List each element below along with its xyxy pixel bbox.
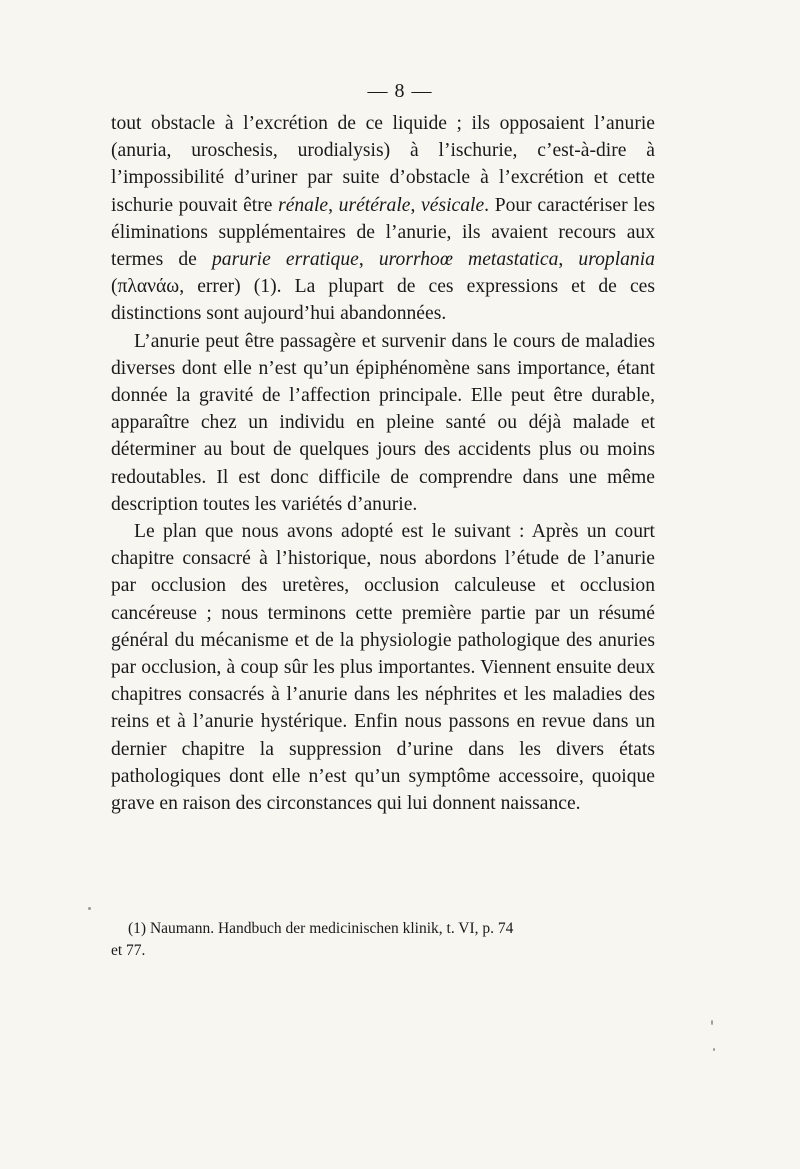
italic-term: urorrhoœ metastatica (378, 249, 559, 271)
paragraph-2 (111, 328, 655, 518)
footnote-continuation: et 77. (111, 942, 146, 959)
body-text (111, 110, 655, 817)
text-run: . Pour caractériser les éliminations supplémentaires de l’anurie, ils avaient recours aux termes de (111, 194, 656, 271)
text-run: , (558, 249, 579, 271)
italic-term: parurie erratique (211, 249, 359, 271)
italic-term: rénale (278, 194, 329, 216)
page-number: — 8 — (367, 80, 433, 102)
scan-speck (88, 907, 91, 910)
text-run: L’anurie peut être passagère et survenir dans le cours de maladies diverses dont elle n’est qu’un épiphénomène sans importance, étant donnée la gravité de l’affection principale. Elle peut être durable, apparaître chez un individu en pleine santé ou déjà malade et déterminer au bout de quelques jours des accidents plus ou moins redoutables. Il est donc difficile de comprendre dans une même description toutes les variétés d’anurie. (111, 330, 655, 515)
italic-term: vésicale (421, 194, 485, 216)
text-run: tout obstacle à l’excrétion de ce liquide ; ils opposaient l’anurie (anuria, uroschesis, urodialysis) à l’ischurie, c’est-à-dire à l’impossibilité d’uriner par suite d’obstacle à l’excrétion et cette ischurie pouvait être (111, 113, 655, 216)
scan-speck (713, 1048, 715, 1051)
footnote-text: Naumann. Handbuch der medicinischen klinik, t. VI, p. 74 (149, 920, 514, 937)
text-run: Le plan que nous avons adopté est le suivant : Après un court chapitre consacré à l’historique, nous abordons l’étude de l’anurie par occlusion des uretères, occlusion calculeuse et occlusion cancéreuse ; nous terminons cette première partie par un résumé général du mécanisme et de la physiologie pathologique des anuries par occlusion, à coup sûr les plus importantes. Viennent ensuite deux chapitres consacrés à l’anurie dans les néphrites et les maladies des reins et à l’anurie hystérique. Enfin nous passons en revue dans un dernier chapitre la suppression d’urine dans les divers états pathologiques dont elle n’est qu’un symptôme accessoire, quoique grave en raison des circonstances qui lui donnent naissance. (111, 521, 655, 815)
text-run: , (328, 194, 339, 216)
text-run: (πλανάω, errer) (1). La plupart de ces expressions et de ces distinctions sont aujourd’hui abandonnées. (111, 276, 655, 325)
italic-term: urétérale (338, 194, 411, 216)
footnote-marker: (1) (128, 920, 147, 937)
footnote (111, 918, 656, 962)
text-run: , (410, 194, 422, 216)
scan-speck (711, 1020, 713, 1025)
paragraph-1 (111, 110, 655, 328)
text-run: , (358, 249, 379, 271)
paragraph-3 (111, 518, 655, 817)
italic-term: uroplania (578, 249, 655, 271)
